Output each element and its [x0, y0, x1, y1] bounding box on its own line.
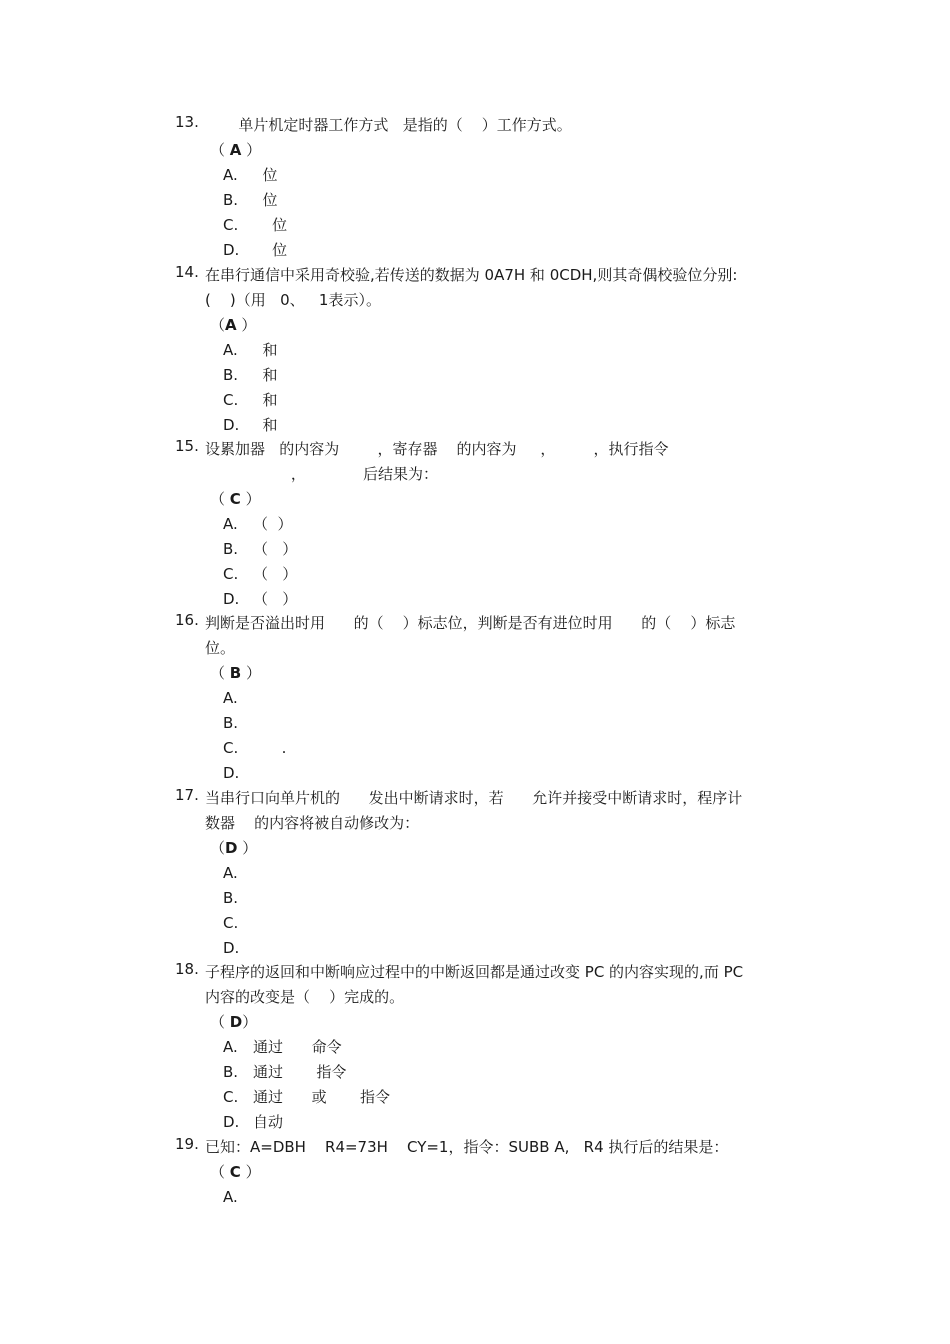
question-text: 在串行通信中采用奇校验,若传送的数据为 0A7H 和 0CDH,则其奇偶校验位分别:	[205, 266, 738, 284]
option: D. 位	[223, 241, 288, 259]
question-text: 当串行口向单片机的 发出中断请求时，若 允许并接受中断请求时，程序计	[205, 789, 743, 807]
question-text: 设累加器 的内容为 ，寄存器 的内容为 ， ，执行指令	[205, 440, 669, 458]
answer-letter: B	[229, 664, 242, 682]
answer-line: （ C ）	[210, 1163, 261, 1181]
option: D. （ ）	[223, 590, 298, 608]
question-16	[175, 611, 815, 786]
option: C. .	[223, 739, 287, 757]
option: A. 通过 命令	[223, 1038, 342, 1056]
option: C. 和	[223, 391, 278, 409]
answer-letter: A	[229, 141, 242, 159]
answer-letter: A	[225, 316, 237, 334]
answer-line: （D ）	[210, 839, 258, 857]
question-19	[175, 1135, 815, 1210]
option: B. 通过 指令	[223, 1063, 347, 1081]
question-text: 已知：A=DBH R4=73H CY=1，指令：SUBB A, R4 执行后的结果是：	[205, 1138, 729, 1156]
question-text: 单片机定时器工作方式 是指的（ ）工作方式。	[205, 116, 572, 134]
option: B. 位	[223, 191, 278, 209]
question-number: 15.	[175, 437, 199, 455]
option: D.	[223, 939, 240, 957]
option: A. 位	[223, 166, 278, 184]
option: C. 通过 或 指令	[223, 1088, 390, 1106]
option: C. 位	[223, 216, 288, 234]
answer-line: （A ）	[210, 316, 257, 334]
question-text-continued: ， 后结果为：	[205, 465, 439, 483]
question-17	[175, 786, 815, 961]
question-18	[175, 960, 815, 1135]
option: A. （ ）	[223, 515, 293, 533]
question-text-continued: 内容的改变是（ ）完成的。	[205, 988, 405, 1006]
question-number: 13.	[175, 113, 199, 131]
answer-line: （ C ）	[210, 490, 261, 508]
question-number: 18.	[175, 960, 199, 978]
option: C.	[223, 914, 239, 932]
answer-line: （ B ）	[210, 664, 261, 682]
option: A.	[223, 1188, 238, 1206]
question-number: 14.	[175, 263, 199, 281]
question-text-continued: ( )（用 0、 1表示）。	[205, 291, 381, 309]
question-text: 判断是否溢出时用 的（ ）标志位，判断是否有进位时用 的（ ）标志	[205, 614, 736, 632]
option: D.	[223, 764, 240, 782]
question-13	[175, 113, 815, 263]
question-14	[175, 263, 815, 438]
question-text: 子程序的返回和中断响应过程中的中断返回都是通过改变 PC 的内容实现的,而 PC	[205, 963, 744, 981]
question-number: 16.	[175, 611, 199, 629]
answer-letter: D	[229, 1013, 243, 1031]
question-text-continued: 位。	[205, 639, 236, 657]
answer-line: （ D）	[210, 1013, 258, 1031]
option: B.	[223, 889, 239, 907]
answer-line: （ A ）	[210, 141, 262, 159]
answer-letter: D	[225, 839, 238, 857]
question-15	[175, 437, 815, 612]
option: C. （ ）	[223, 565, 298, 583]
option: D. 自动	[223, 1113, 284, 1131]
option: B. （ ）	[223, 540, 298, 558]
question-text-continued: 数器 的内容将被自动修改为：	[205, 814, 420, 832]
answer-letter: C	[229, 490, 241, 508]
question-number: 19.	[175, 1135, 199, 1153]
option: A.	[223, 689, 238, 707]
option: B. 和	[223, 366, 278, 384]
question-number: 17.	[175, 786, 199, 804]
option: A.	[223, 864, 238, 882]
answer-letter: C	[229, 1163, 241, 1181]
option: B.	[223, 714, 239, 732]
option: A. 和	[223, 341, 278, 359]
option: D. 和	[223, 416, 278, 434]
